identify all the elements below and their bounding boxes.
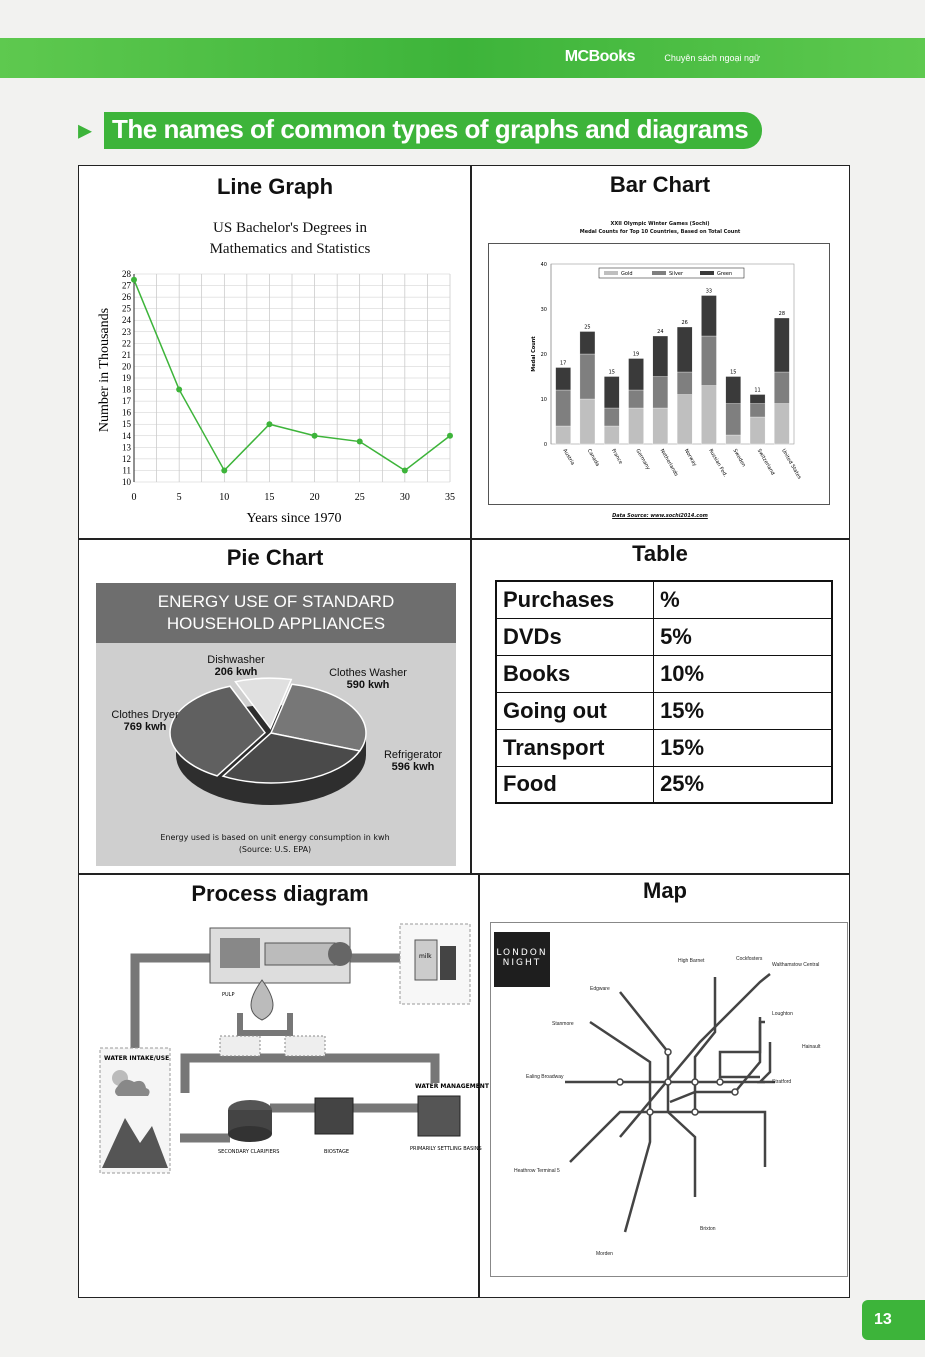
line-point: [176, 387, 182, 393]
tube-line: [620, 992, 695, 1197]
y-tick-label: 18: [122, 384, 131, 395]
bar-segment: [604, 408, 619, 426]
bar-segment: [556, 426, 571, 444]
y-tick-label: 16: [122, 407, 131, 418]
x-tick-label: 10: [219, 492, 230, 503]
tube-line: [720, 1022, 765, 1077]
bar-segment: [726, 435, 741, 444]
x-tick-label: Austria: [561, 448, 576, 467]
bar-chart-source: Data Source: www.sochi2014.com: [612, 513, 708, 519]
x-tick-label: 5: [176, 492, 182, 503]
brand-logo: MCBooks: [564, 48, 635, 65]
bar-segment: [701, 336, 716, 386]
bar-segment: [726, 377, 741, 404]
bar-segment: [604, 377, 619, 409]
table-header-row: [496, 581, 832, 618]
bar-segment: [750, 404, 765, 418]
water-intake-label: WATER INTAKE/USE: [104, 1055, 170, 1062]
pipe: [135, 958, 210, 1048]
line-chart-xlabel: Years since 1970: [246, 511, 342, 526]
y-tick-label: 0: [543, 442, 547, 448]
table-row: [496, 729, 832, 766]
station-label: Loughton: [772, 1011, 793, 1017]
bar-chart-caption-2: Medal Counts for Top 10 Countries, Based on Total Count: [579, 229, 741, 235]
bar-total-label: 17: [559, 360, 567, 367]
pie-label-value: 206 kwh: [214, 666, 258, 678]
bar-chart-bars: [556, 289, 790, 445]
station-label: Cockfosters: [736, 956, 763, 962]
process-diagram: [90, 918, 489, 1208]
biostage-tank: [315, 1098, 353, 1134]
map-title: Map: [643, 878, 687, 903]
section-title: The names of common types of graphs and diagrams: [104, 112, 762, 149]
bar-segment: [653, 336, 668, 377]
line-point: [131, 277, 137, 283]
table-cell-label: Purchases: [496, 581, 654, 618]
bar-segment: [701, 386, 716, 445]
y-tick-label: 28: [122, 269, 131, 279]
pie-label-value: 596 kwh: [391, 761, 435, 773]
x-tick-label: United States: [780, 448, 803, 481]
table-cell-label: Books: [496, 655, 654, 692]
bar-total-label: 15: [608, 369, 615, 376]
legend-swatch: [604, 271, 618, 275]
bar-chart-legend: [599, 268, 744, 278]
y-tick-label: 14: [122, 430, 131, 441]
bar-segment: [726, 404, 741, 436]
bar-segment: [750, 417, 765, 444]
station-label: Brixton: [700, 1226, 716, 1232]
table-row: [496, 766, 832, 803]
x-tick-label: Netherlands: [658, 448, 680, 478]
pie-label-value: 590 kwh: [346, 679, 390, 691]
line-point: [402, 467, 408, 473]
bar-segment: [653, 408, 668, 444]
table-row: [496, 692, 832, 729]
station-label: Stanmore: [552, 1021, 574, 1027]
bar-segment: [580, 354, 595, 399]
table-cell-value: %: [654, 581, 832, 618]
y-tick-label: 11: [122, 465, 131, 476]
pie-banner-line-1: ENERGY USE OF STANDARD: [157, 592, 395, 611]
bar-segment: [750, 395, 765, 404]
pie-note-2: (Source: U.S. EPA): [238, 845, 312, 854]
y-tick-label: 12: [122, 453, 131, 464]
product-label: milk: [419, 953, 432, 960]
bar-segment: [629, 390, 644, 408]
legend-swatch: [700, 271, 714, 275]
y-tick-label: 19: [122, 373, 131, 383]
horizontal-divider-1: [78, 538, 850, 540]
legend-label: Silver: [669, 271, 684, 277]
y-tick-label: 40: [540, 262, 547, 268]
bar-total-label: 19: [632, 351, 640, 358]
table-cell-value: 25%: [654, 766, 832, 803]
tube-line: [570, 1112, 765, 1167]
pie-label-dryer: [100, 709, 190, 733]
x-tick-label: Norway: [682, 448, 698, 468]
horizontal-divider-2: [78, 873, 850, 875]
table-cell-value: 15%: [654, 692, 832, 729]
water-drop: [251, 980, 273, 1020]
y-tick-label: 25: [122, 303, 131, 314]
secondary-label: SECONDARY CLARIFIERS: [218, 1149, 280, 1155]
process-diagram-title: Process diagram: [191, 881, 369, 906]
y-tick-label: 21: [122, 349, 131, 360]
line-point: [221, 467, 227, 473]
y-tick-label: 23: [122, 326, 131, 337]
legend-swatch: [652, 271, 666, 275]
table-cell-label: Transport: [496, 729, 654, 766]
y-tick-label: 20: [122, 361, 131, 372]
station-label: High Barnet: [678, 958, 705, 964]
x-tick-label: Sweden: [731, 448, 747, 469]
y-tick-label: 22: [122, 338, 131, 349]
tube-map: [490, 922, 848, 1277]
x-tick-label: 35: [445, 492, 455, 503]
bar-segment: [556, 368, 571, 391]
table-cell-value: 15%: [654, 729, 832, 766]
y-tick-label: 10: [122, 477, 131, 487]
section-heading: [78, 110, 762, 150]
y-tick-label: 15: [122, 419, 131, 430]
pie-banner-line-2: HOUSEHOLD APPLIANCES: [166, 614, 386, 633]
table-title: Table: [632, 541, 688, 566]
pie-label-name: Clothes Washer: [329, 667, 407, 679]
bar-segment: [677, 327, 692, 372]
pie-label-value: 769 kwh: [123, 721, 167, 733]
table-cell-label: DVDs: [496, 618, 654, 655]
line-chart: [88, 262, 466, 534]
pie-chart-title: Pie Chart: [226, 545, 324, 570]
pipe: [185, 1058, 435, 1093]
primary-label: PRIMARILY SETTLING BASINS: [410, 1146, 482, 1152]
bar-total-label: 25: [584, 324, 591, 331]
y-tick-label: 13: [122, 442, 131, 453]
pie-label-name: Clothes Dryer: [111, 709, 179, 721]
bar-total-label: 15: [730, 369, 737, 376]
table-cell-value: 10%: [654, 655, 832, 692]
x-tick-label: Canada: [585, 448, 601, 468]
x-tick-label: Russian Fed.: [707, 448, 729, 479]
legend-label: Green: [717, 271, 733, 277]
brand-tagline: Chuyên sách ngoại ngữ: [664, 53, 760, 63]
line-chart-yticks: [122, 269, 132, 487]
tube-line: [590, 1022, 650, 1232]
table-row: [496, 655, 832, 692]
bar-segment: [677, 395, 692, 445]
bar-segment: [629, 408, 644, 444]
bar-segment: [677, 372, 692, 395]
line-chart-caption-2: Mathematics and Statistics: [209, 241, 371, 257]
table-cell-label: Going out: [496, 692, 654, 729]
bar-total-label: 24: [657, 329, 664, 335]
bar-segment: [774, 404, 789, 445]
station-label: Stratford: [772, 1079, 792, 1085]
bar-segment: [701, 296, 716, 337]
pie-note-1: Energy used is based on unit energy consumption in kwh: [160, 833, 390, 842]
x-tick-label: 30: [399, 492, 410, 503]
pie-label-washer: [318, 667, 418, 691]
bar-segment: [653, 377, 668, 409]
y-tick-label: 20: [540, 352, 547, 358]
bar-total-label: 26: [681, 320, 688, 326]
biostage-label: BIOSTAGE: [324, 1149, 350, 1155]
pie-label-name: Refrigerator: [383, 749, 443, 761]
station-label: Ealing Broadway: [526, 1074, 564, 1080]
x-tick-label: Germany: [634, 448, 652, 471]
line-point: [447, 433, 453, 439]
y-tick-label: 27: [122, 280, 131, 291]
bar-segment: [580, 332, 595, 355]
x-tick-label: 25: [354, 492, 365, 503]
station-label: Edgware: [590, 986, 610, 992]
x-tick-label: France: [610, 448, 624, 466]
vertical-divider: [470, 165, 472, 873]
logo-line-1: LONDON: [496, 948, 548, 958]
table-cell-value: 5%: [654, 618, 832, 655]
tube-line: [760, 1042, 775, 1082]
station-label: Walthamstow Central: [772, 962, 820, 968]
pie-label-refrigerator: [374, 749, 452, 773]
line-chart-caption-1: US Bachelor's Degrees in: [213, 220, 367, 236]
bar-total-label: 11: [754, 387, 761, 394]
line-graph-title: Line Graph: [216, 174, 334, 199]
bar-segment: [580, 399, 595, 444]
x-tick-label: 15: [264, 492, 275, 503]
bar-chart: [489, 244, 829, 504]
bar-segment: [556, 390, 571, 426]
line-chart-ylabel: Number in Thousands: [97, 307, 112, 433]
y-tick-label: 26: [122, 292, 131, 303]
x-tick-label: 20: [309, 492, 320, 503]
logo-line-2: NIGHT: [502, 958, 542, 968]
line-point: [357, 439, 363, 445]
bar-chart-caption-1: XXII Olympic Winter Games (Sochi): [610, 221, 710, 227]
y-tick-label: 17: [122, 396, 131, 407]
line-chart-xticks: [132, 492, 456, 503]
table-cell-label: Food: [496, 766, 654, 803]
bar-total-label: 28: [778, 311, 786, 317]
bar-total-label: 33: [705, 288, 713, 295]
page-number: 13: [862, 1300, 925, 1340]
x-tick-label: Switzerland: [755, 448, 776, 477]
line-chart-grid: [134, 274, 450, 482]
station-label: Heathrow Terminal 5: [514, 1168, 560, 1174]
y-tick-label: 30: [540, 307, 547, 313]
chevron-right-icon: ▸: [78, 113, 93, 146]
bar-chart-title: Bar Chart: [609, 172, 711, 197]
bar-segment: [774, 372, 789, 404]
station-label: Morden: [596, 1251, 613, 1257]
pie-label-name: Dishwasher: [207, 654, 265, 666]
x-tick-label: 0: [131, 492, 137, 503]
bar-segment: [774, 318, 789, 372]
bar-chart-xlabels: [561, 448, 802, 481]
pie-label-dishwasher: [196, 654, 276, 678]
legend-label: Gold: [621, 271, 633, 277]
y-tick-label: 24: [122, 315, 131, 326]
line-point: [312, 433, 318, 439]
bar-segment: [629, 359, 644, 391]
bar-segment: [604, 426, 619, 444]
pulp-label: PULP: [222, 992, 235, 998]
data-table: [495, 580, 833, 804]
water-management-label: WATER MANAGEMENT: [415, 1083, 489, 1090]
y-tick-label: 10: [540, 397, 547, 403]
line-point: [266, 421, 272, 427]
header-band: [0, 38, 925, 78]
table-row: [496, 618, 832, 655]
bar-chart-ylabel: Medal Count: [531, 336, 537, 372]
station-label: Hainault: [802, 1044, 821, 1050]
primary-basin: [418, 1096, 460, 1136]
